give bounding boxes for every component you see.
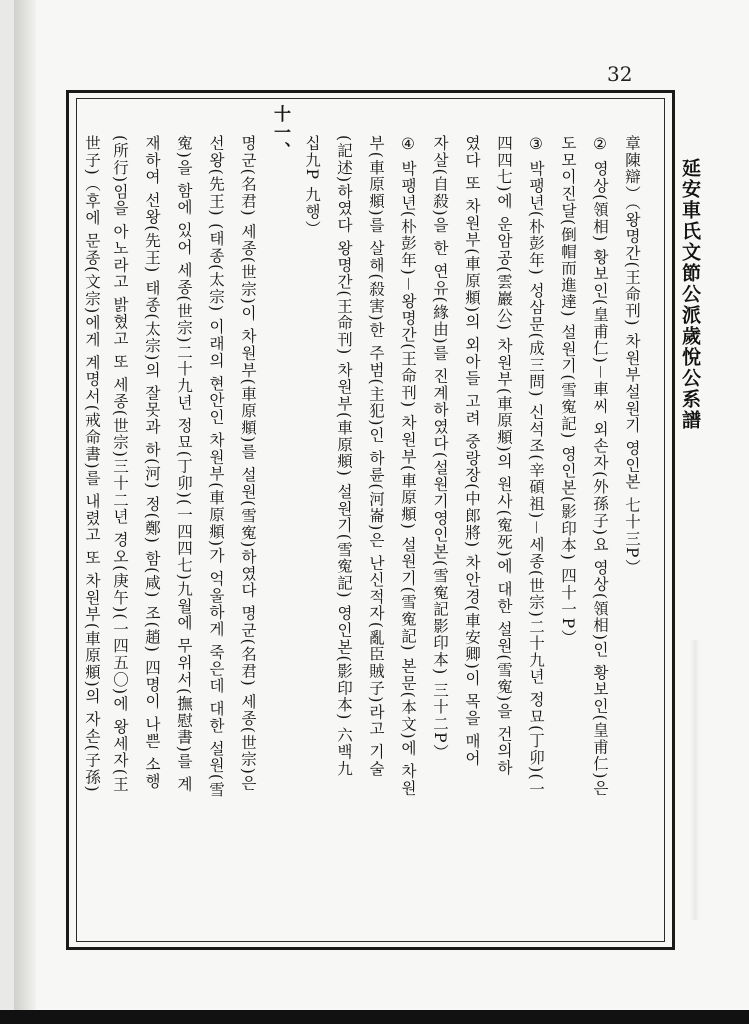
text-column-8: ④ 박팽년(朴彭年)－왕명간(王命刊) 차원부(車原頫) 설원기(雪寃記) 본문(本文)에 차원 xyxy=(399,135,417,797)
bleed-through-mark xyxy=(690,640,700,920)
scan-bottom-edge xyxy=(0,1010,749,1024)
text-column-4: ③ 박팽년(朴彭年) 성삼문(成三問) 신석조(辛碩祖)－세종(世宗)二十九년 정묘(丁卯)(一 xyxy=(527,135,545,798)
genealogy-title: 延安車氏文節公派歲悅公系譜 xyxy=(679,158,701,431)
text-column-9: 부(車原頫)를 살해(殺害)한 주범(主犯)인 하륜(河崙)은 난신적자(亂臣賊子)라고 기술 xyxy=(367,135,385,778)
page-number: 32 xyxy=(607,62,633,86)
text-column-14: 선왕(先王) (태종(太宗) 이래의 현안인 차원부(車原頫)가 억울하게 죽은데 대한 설원(雪 xyxy=(207,135,225,798)
text-column-5: 四四七)에 운암공(雲巖公) 차원부(車原頫)의 원사(寃死)에 대한 설원(雪寃)을 건의하 xyxy=(495,135,513,777)
text-column-6: 였다 또 차원부(車原頫)의 외아들 고려 중랑장(中郎將) 차안경(車安卿)이 목을 매어 xyxy=(463,135,481,767)
text-column-16: 재하여 선왕(先王) 태종(太宗)의 잘못과 하(河) 정(鄭) 함(咸) 조(趙) 四명이 나쁜 소행 xyxy=(143,135,161,790)
text-column-2: ② 영상(領相) 황보인(皇甫仁)－車씨 외손자(外孫子)요 영상(領相)인 황보인(皇甫仁)은 xyxy=(591,135,609,797)
section-number: 十一、 xyxy=(270,105,290,160)
text-column-13: 명군(名君) 세종(世宗)이 차원부(車原頫)를 설원(雪寃)하였다 명군(名君) 세종(世宗)은 xyxy=(239,135,257,792)
text-column-18: 世子)（후에 문종(文宗)에게 계명서(戒命書)를 내렸고 또 차원부(車原頫)의 자손(子孫) xyxy=(83,135,101,793)
text-column-7: 자살(自殺)을 한 연유(緣由)를 진계하였다(설원기영인본(雪寃記影印本) 三十二P） xyxy=(431,135,449,761)
text-column-15: 寃)을 함에 있어 세종(世宗)二十九년 정묘(丁卯)(一四四七)九월에 무위서(撫慰書)를 계 xyxy=(175,135,193,793)
text-column-17: (所行)임을 아노라고 밝혔고 또 세종(世宗)三十二년 경오(庚午)(一四五〇)에 왕세자(王 xyxy=(111,135,129,793)
text-column-10: (記述)하였다 왕명간(王命刊) 차원부(車原頫) 설원기(雪寃記) 영인본(影印本) 六백九 xyxy=(335,135,353,778)
text-column-3: 도모이진달(倒帽而進達) 설원기(雪寃記) 영인본(影印本) 四十一P） xyxy=(559,135,577,647)
text-column-1: 章陳辯）（왕명간(王命刊) 차원부설원기 영인본 七十三P） xyxy=(623,135,641,576)
text-column-11: 십九P 九행） xyxy=(303,135,321,237)
